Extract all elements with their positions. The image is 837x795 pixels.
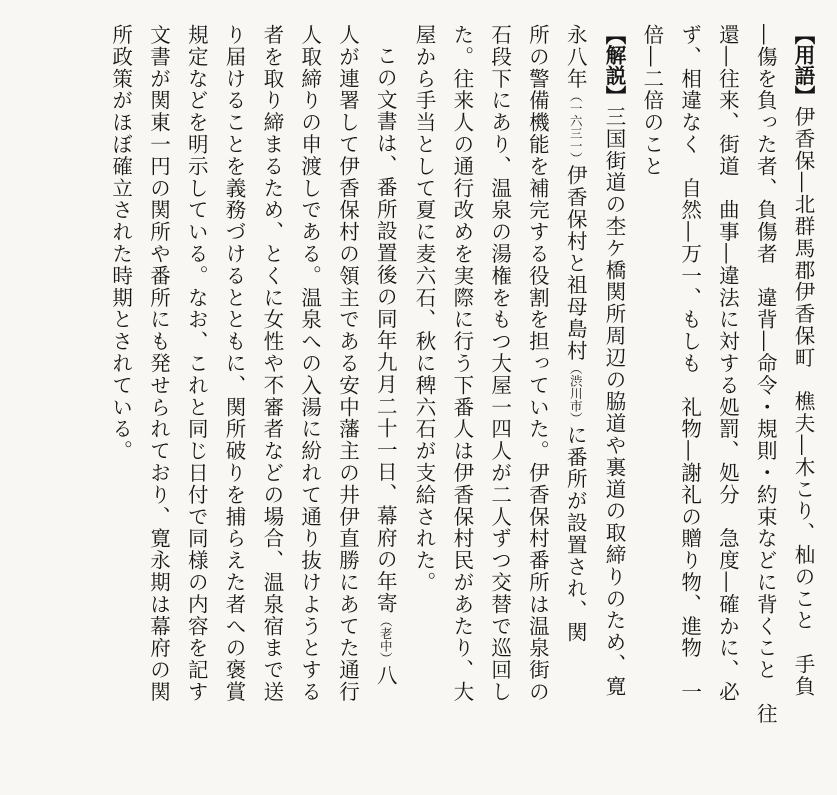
commentary-line-1-text: 三国街道の杢ケ橋関所周辺の脇道や裏道の取締りのため、寛 [602,106,627,698]
commentary-paragraph-2-line-1 [365,24,404,794]
place-annotation: （渋川市） [568,361,584,425]
glossary-line-3: 還―往来、街道 曲事―違法に対する処罰、処分 急度―確かに、必 [715,24,740,703]
commentary-line-2-part-b: 伊香保村と祖母島村 [563,164,588,362]
commentary-paragraph-2-line-7: 文書が関東一円の関所や番所にも発せられており、寛永期は幕府の関 [146,24,171,703]
glossary-line-2: ―傷を負った者、負傷者 違背―命令・規則・約束などに背くこと 往 [753,24,778,725]
commentary-line-5: た。往来人の通行改めを実際に行う下番人は伊香保村民があたり、大 [449,24,474,703]
commentary-line-2-part-a: 永八年 [563,24,588,90]
glossary-line-5: 倍―二倍のこと [639,24,664,178]
p2-line-1-part-a: この文書は、番所設置後の同年九月二十一日、幕府の年寄 [373,45,398,615]
p2-line-1-part-b: 八 [373,664,398,687]
commentary-line-2-part-c: に番所が設置され、関 [563,424,588,644]
glossary-line-1 [783,24,821,794]
commentary-paragraph-2-line-2: 人が連署して伊香保村の領主である安中藩主の井伊直勝にあてた通行 [335,24,360,703]
commentary-paragraph-2-line-5: り届けることを義務づけるとともに、関所破りを捕らえた者への褒賞 [222,24,247,703]
vertical-text-body [101,24,821,794]
commentary-paragraph-2-line-6: 規定などを明示している。なお、これと同じ日付で同様の内容を記す [184,24,209,703]
commentary-paragraph-2-line-8: 所政策がほぼ確立された時期とされている。 [108,24,133,462]
glossary-line-1-text: 伊香保―北群馬郡伊香保町 樵夫―木こり、杣のこと 手負 [791,106,815,698]
commentary-line-1 [594,24,632,794]
commentary-line-6: 屋から手当として夏に麦六石、秋に稗六石が支給された。 [412,24,437,594]
commentary-line-2 [555,24,594,794]
title-annotation: （老中） [378,614,394,665]
commentary-paragraph-2-line-3: 人取締りの申渡しである。温泉への入湯に紛れて通り抜けようとする [297,24,322,703]
commentary-label: 【解説】 [602,24,627,106]
commentary-paragraph-2-line-4: 者を取り締まるため、とくに女性や不審者などの場合、温泉宿まで送 [259,24,284,703]
commentary-line-3: 所の警備機能を補完する役割を担っていた。伊香保村番所は温泉街の [525,24,550,703]
commentary-line-4: 石段下にあり、温泉の湯権をもつ大屋一四人が二人ずつ交替で巡回し [487,24,512,703]
glossary-line-4: ず、相違なく 自然―万一、もしも 礼物―謝礼の贈り物、進物 一 [677,24,702,703]
glossary-label: 【用語】 [791,24,815,106]
year-annotation: （一六三一） [568,89,584,165]
